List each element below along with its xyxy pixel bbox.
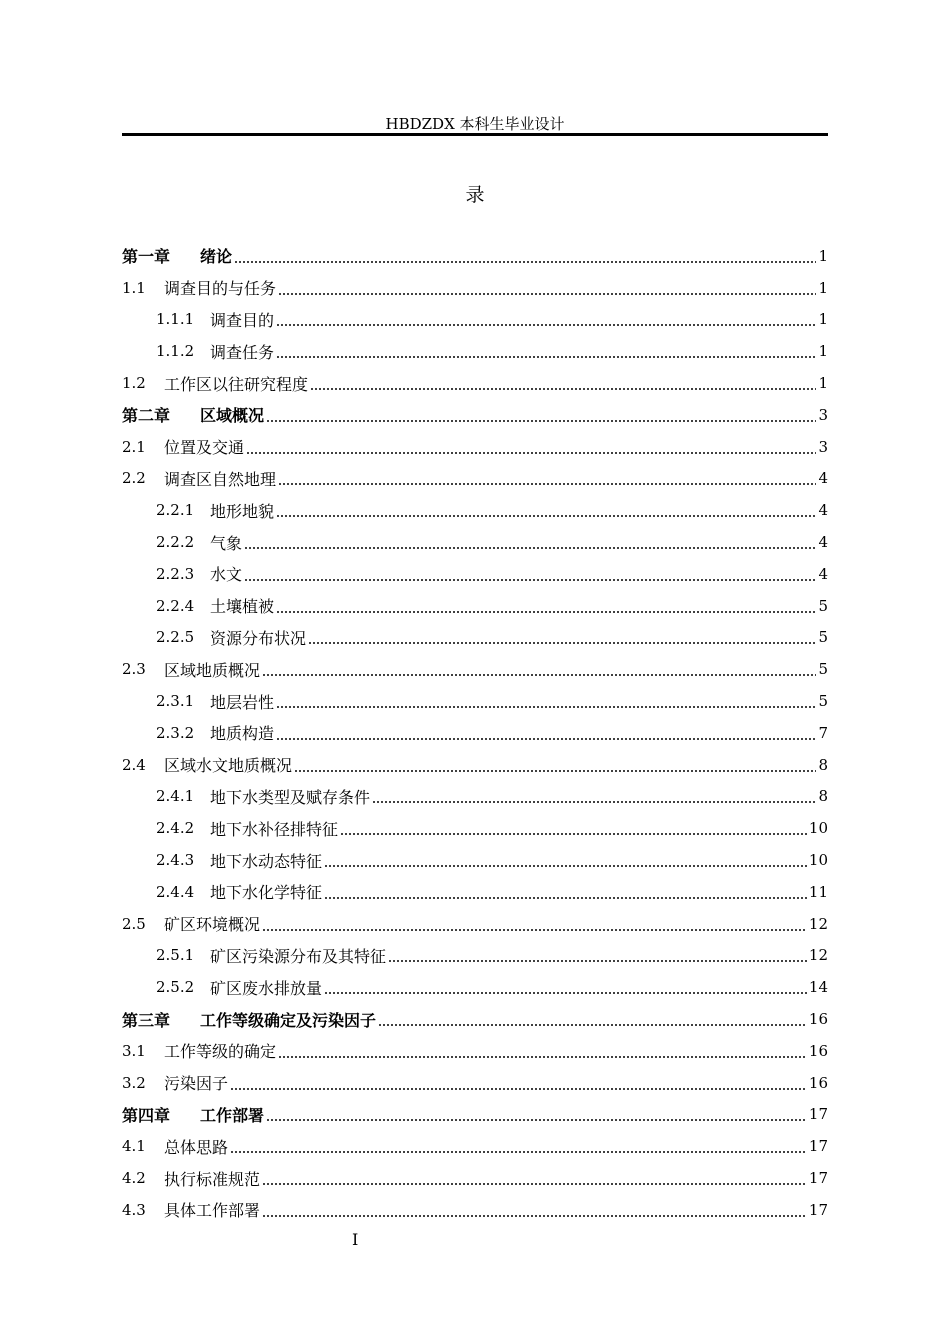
toc-entry-title: 工作等级确定及污染因子 [200, 1010, 377, 1030]
toc-entry-number: 2.2.4 [156, 596, 195, 615]
toc-entry-number: 2.4 [122, 755, 146, 774]
toc-entry-page: 5 [818, 596, 828, 615]
toc-entry[interactable] [122, 653, 828, 685]
toc-entry-number: 2.3 [122, 660, 146, 679]
dot-leader [324, 897, 807, 899]
toc-entry-page: 16 [808, 1010, 828, 1029]
dot-leader [244, 547, 816, 549]
dot-leader [230, 1151, 807, 1153]
toc-entry[interactable] [122, 1162, 828, 1194]
toc-entry-number: 2.2 [122, 469, 146, 488]
toc-entry[interactable] [122, 272, 828, 304]
toc-entry[interactable] [122, 304, 828, 336]
dot-leader [324, 865, 807, 867]
toc-entry-number: 2.2.3 [156, 564, 195, 583]
toc-entry-number: 2.2.5 [156, 628, 195, 647]
toc-title: 录 [465, 184, 485, 206]
toc-entry-title: 矿区废水排放量 [210, 978, 323, 998]
toc-entry-title: 气象 [210, 533, 243, 553]
toc-entry-number: 第二章 [122, 406, 171, 426]
toc-entry-number: 1.2 [122, 374, 146, 393]
dot-leader [230, 1088, 807, 1090]
toc-entry-page: 4 [818, 533, 828, 552]
toc-entry-number: 2.4.1 [156, 787, 195, 806]
toc-entry[interactable] [122, 367, 828, 399]
toc-entry-page: 5 [818, 692, 828, 711]
toc-entry-title: 调查目的与任务 [164, 279, 277, 299]
toc-entry[interactable] [122, 1099, 828, 1131]
dot-leader [244, 579, 816, 581]
toc-entry-title: 区域概况 [200, 406, 265, 426]
toc-entry[interactable] [122, 1067, 828, 1099]
toc-entry-number: 4.1 [122, 1137, 146, 1156]
toc-entry-number: 2.2.2 [156, 533, 195, 552]
toc-entry-page: 1 [818, 246, 828, 265]
toc-entry-number: 2.2.1 [156, 501, 195, 520]
toc-entry-page: 3 [818, 405, 828, 424]
toc-entry-title: 资源分布状况 [210, 628, 307, 648]
toc-entry-title: 具体工作部署 [164, 1201, 261, 1221]
table-of-contents [122, 240, 828, 1226]
toc-entry-number: 2.3.2 [156, 723, 195, 742]
toc-entry-page: 4 [818, 501, 828, 520]
toc-entry[interactable] [122, 558, 828, 590]
toc-entry-page: 5 [818, 628, 828, 647]
dot-leader [276, 515, 816, 517]
toc-entry-title: 工作等级的确定 [164, 1042, 277, 1062]
dot-leader [340, 833, 807, 835]
toc-entry-title: 工作部署 [200, 1105, 265, 1125]
toc-entry-title: 执行标准规范 [164, 1169, 261, 1189]
toc-entry-page: 1 [818, 374, 828, 393]
dot-leader [388, 960, 807, 962]
toc-entry-title: 水文 [210, 565, 243, 585]
toc-entry-page: 12 [808, 914, 828, 933]
toc-entry-number: 3.2 [122, 1073, 146, 1092]
toc-entry-number: 第三章 [122, 1010, 171, 1030]
toc-entry-page: 1 [818, 278, 828, 297]
dot-leader [276, 738, 816, 740]
toc-entry-title: 位置及交通 [164, 438, 245, 458]
toc-entry[interactable] [122, 431, 828, 463]
toc-entry-page: 3 [818, 437, 828, 456]
dot-leader [372, 801, 816, 803]
toc-entry[interactable] [122, 1035, 828, 1067]
toc-entry-page: 14 [808, 978, 828, 997]
toc-entry-page: 16 [808, 1041, 828, 1060]
toc-entry[interactable] [122, 622, 828, 654]
dot-leader [262, 1183, 807, 1185]
toc-entry-number: 2.5.2 [156, 978, 195, 997]
toc-entry-title: 区域地质概况 [164, 660, 261, 680]
toc-entry[interactable] [122, 812, 828, 844]
dot-leader [262, 674, 816, 676]
toc-entry-page: 1 [818, 342, 828, 361]
toc-entry-title: 土壤植被 [210, 597, 275, 617]
toc-entry[interactable] [122, 844, 828, 876]
toc-entry-title: 地下水类型及赋存条件 [210, 787, 371, 807]
dot-leader [246, 452, 816, 454]
toc-entry-number: 2.1 [122, 437, 146, 456]
toc-entry-number: 2.5 [122, 914, 146, 933]
toc-entry-page: 17 [808, 1137, 828, 1156]
toc-entry[interactable] [122, 590, 828, 622]
dot-leader [278, 483, 816, 485]
dot-leader [276, 706, 816, 708]
toc-entry[interactable] [122, 1003, 828, 1035]
toc-entry-page: 4 [818, 564, 828, 583]
toc-entry-page: 5 [818, 660, 828, 679]
dot-leader [378, 1024, 807, 1026]
toc-entry[interactable] [122, 399, 828, 431]
toc-entry-page: 17 [808, 1105, 828, 1124]
toc-entry[interactable] [122, 494, 828, 526]
dot-leader [276, 611, 816, 613]
toc-entry[interactable] [122, 240, 828, 272]
toc-entry-number: 2.4.2 [156, 819, 195, 838]
toc-entry-title: 工作区以往研究程度 [164, 374, 309, 394]
toc-entry[interactable] [122, 940, 828, 972]
toc-entry-page: 12 [808, 946, 828, 965]
toc-entry-number: 2.5.1 [156, 946, 195, 965]
toc-entry[interactable] [122, 908, 828, 940]
toc-entry-page: 10 [808, 819, 828, 838]
toc-entry-number: 第四章 [122, 1105, 171, 1125]
dot-leader [276, 324, 816, 326]
toc-entry-title: 矿区环境概况 [164, 915, 261, 935]
toc-entry-title: 地层岩性 [210, 692, 275, 712]
dot-leader [266, 1119, 807, 1121]
toc-entry[interactable] [122, 335, 828, 367]
toc-entry-page: 4 [818, 469, 828, 488]
toc-entry-page: 1 [818, 310, 828, 329]
toc-entry-number: 1.1 [122, 278, 146, 297]
dot-leader [294, 770, 816, 772]
toc-entry[interactable] [122, 1130, 828, 1162]
dot-leader [278, 1056, 807, 1058]
page-number: I [352, 1230, 359, 1249]
toc-entry-number: 4.2 [122, 1169, 146, 1187]
toc-entry-page: 16 [808, 1073, 828, 1092]
toc-entry-number: 1.1.1 [156, 310, 195, 329]
running-header: HBDZDX 本科生毕业设计 [385, 115, 565, 133]
toc-entry-number: 3.1 [122, 1041, 146, 1060]
toc-entry-title: 总体思路 [164, 1137, 229, 1157]
toc-entry-page: 17 [808, 1200, 828, 1219]
toc-entry-number: 第一章 [122, 247, 171, 267]
toc-entry-number: 4.3 [122, 1200, 146, 1219]
toc-entry[interactable] [122, 463, 828, 495]
toc-entry[interactable] [122, 876, 828, 908]
toc-entry[interactable] [122, 749, 828, 781]
dot-leader [262, 929, 807, 931]
toc-entry-number: 2.3.1 [156, 692, 195, 711]
toc-entry-title: 矿区污染源分布及其特征 [210, 946, 387, 966]
dot-leader [310, 388, 816, 390]
toc-entry[interactable] [122, 685, 828, 717]
toc-entry-number: 2.4.3 [156, 851, 195, 870]
dot-leader [278, 293, 816, 295]
dot-leader [266, 420, 816, 422]
toc-entry-page: 8 [818, 755, 828, 774]
toc-entry-page: 17 [808, 1169, 828, 1187]
dot-leader [262, 1215, 807, 1217]
toc-entry-title: 绪论 [200, 247, 233, 267]
toc-entry-title: 地下水补径排特征 [210, 819, 339, 839]
toc-entry-title: 地下水化学特征 [210, 883, 323, 903]
dot-leader [276, 356, 816, 358]
toc-entry[interactable] [122, 971, 828, 1003]
toc-entry-title: 污染因子 [164, 1074, 229, 1094]
toc-entry-page: 8 [818, 787, 828, 806]
toc-entry-title: 地质构造 [210, 724, 275, 744]
toc-entry-number: 1.1.2 [156, 342, 195, 361]
dot-leader [234, 261, 816, 263]
toc-entry-title: 地下水动态特征 [210, 851, 323, 871]
dot-leader [324, 992, 807, 994]
toc-entry[interactable] [122, 526, 828, 558]
dot-leader [308, 642, 816, 644]
toc-entry-page: 11 [808, 882, 828, 901]
toc-entry[interactable] [122, 781, 828, 813]
toc-entry-page: 7 [818, 723, 828, 742]
toc-entry-title: 调查区自然地理 [164, 469, 277, 489]
toc-entry-title: 区域水文地质概况 [164, 756, 293, 776]
toc-entry-number: 2.4.4 [156, 882, 195, 901]
toc-entry-page: 10 [808, 851, 828, 870]
toc-entry[interactable] [122, 1194, 828, 1226]
toc-entry-title: 调查目的 [210, 310, 275, 330]
toc-entry-title: 地形地貌 [210, 501, 275, 521]
header-divider [122, 133, 828, 136]
toc-entry[interactable] [122, 717, 828, 749]
toc-entry-title: 调查任务 [210, 342, 275, 362]
